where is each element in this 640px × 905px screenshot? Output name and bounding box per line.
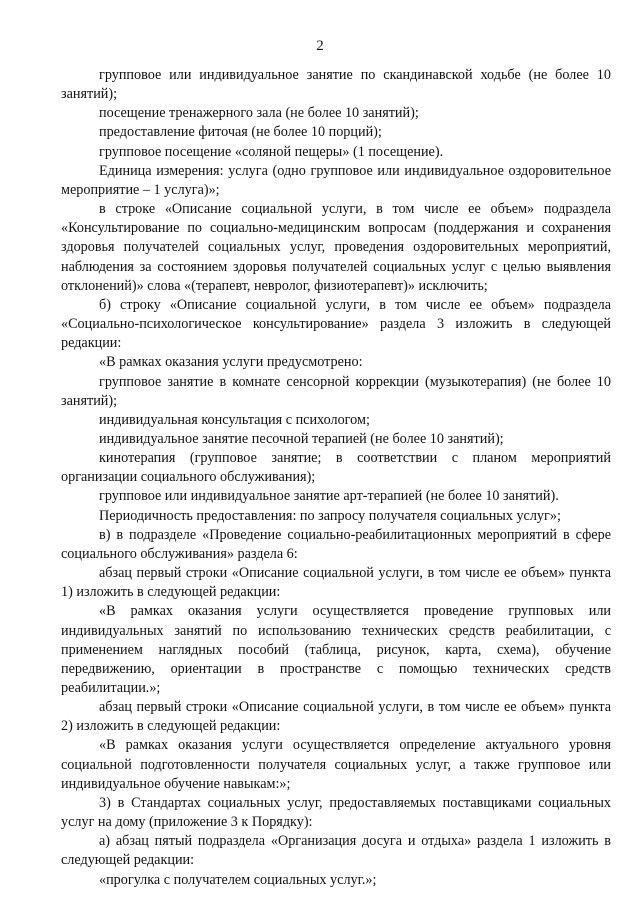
paragraph-22: «прогулка с получателем социальных услуг.»; <box>99 871 377 888</box>
paragraph-18: абзац первый строки «Описание социальной услуги, в том числе ее объем» пункта 2) изложить в следующей редакции: <box>61 699 611 735</box>
paragraph-9: групповое занятие в комнате сенсорной коррекции (музыкотерапия) (не более 10 занятий); <box>61 373 611 409</box>
paragraph-20: 3) в Стандартах социальных услуг, предоставляемых поставщиками социальных услуг на дому (приложение 3 к Порядку): <box>61 794 611 831</box>
paragraph-8: «В рамках оказания услуги предусмотрено: <box>99 354 363 371</box>
paragraph-21: а) абзац пятый подраздела «Организация досуга и отдыха» раздела 1 изложить в следующей редакции: <box>61 833 611 869</box>
paragraph-3: предоставление фиточая (не более 10 порций); <box>99 124 382 141</box>
paragraph-16: абзац первый строки «Описание социальной услуги, в том числе ее объем» пункта 1) изложить в следующей редакции: <box>61 565 611 601</box>
paragraph-4: групповое посещение «соляной пещеры» (1 посещение). <box>99 143 444 160</box>
paragraph-1: групповое или индивидуальное занятие по скандинавской ходьбе (не более 10 занятий); <box>61 67 611 103</box>
paragraph-10: индивидуальная консультация с психологом; <box>99 411 370 428</box>
document-body <box>61 66 611 890</box>
paragraph-6: в строке «Описание социальной услуги, в том числе ее объем» подраздела «Консультирование по социально-медицинским вопросам (поддержания и сохранения здоровья получателей социальных услуг, проведения оздоровительных мероприятий, наблюдения за состоянием здоровья получателей социальных услуг с целью выявления отклонений)» слова «(терапевт, невролог, физиотерапевт)» исключить; <box>61 201 611 294</box>
paragraph-12: кинотерапия (групповое занятие; в соответствии с планом мероприятий организации социального обслуживания); <box>61 450 611 486</box>
page-number: 2 <box>316 38 324 54</box>
paragraph-19: «В рамках оказания услуги осуществляется определение актуального уровня социальной подготовленности получателя социальных услуг, а также групповое или индивидуальное обучение навыкам:»; <box>61 737 611 792</box>
paragraph-15: в) в подразделе «Проведение социально-реабилитационных мероприятий в сфере социального обслуживания» раздела 6: <box>61 526 611 562</box>
paragraph-7: б) строку «Описание социальной услуги, в том числе ее объем» подраздела «Социально-психологическое консультирование» раздела 3 изложить в следующей редакции: <box>61 296 611 352</box>
paragraph-17: «В рамках оказания услуги осуществляется проведение групповых или индивидуальных занятий по использованию технических средств реабилитации, с применением наглядных пособий (таблица, рисунок, карта, схема), обучение передвижению, ориентации в пространстве с помощью технических средств реабилитации.»; <box>61 603 611 696</box>
paragraph-14: Периодичность предоставления: по запросу получателя социальных услуг»; <box>99 507 561 524</box>
paragraph-5: Единица измерения: услуга (одно групповое или индивидуальное оздоровительное мероприятие – 1 услуга)»; <box>61 162 611 198</box>
paragraph-11: индивидуальное занятие песочной терапией (не более 10 занятий); <box>99 430 504 447</box>
paragraph-13: групповое или индивидуальное занятие арт-терапией (не более 10 занятий). <box>99 488 559 505</box>
paragraph-2: посещение тренажерного зала (не более 10 занятий); <box>99 105 419 122</box>
